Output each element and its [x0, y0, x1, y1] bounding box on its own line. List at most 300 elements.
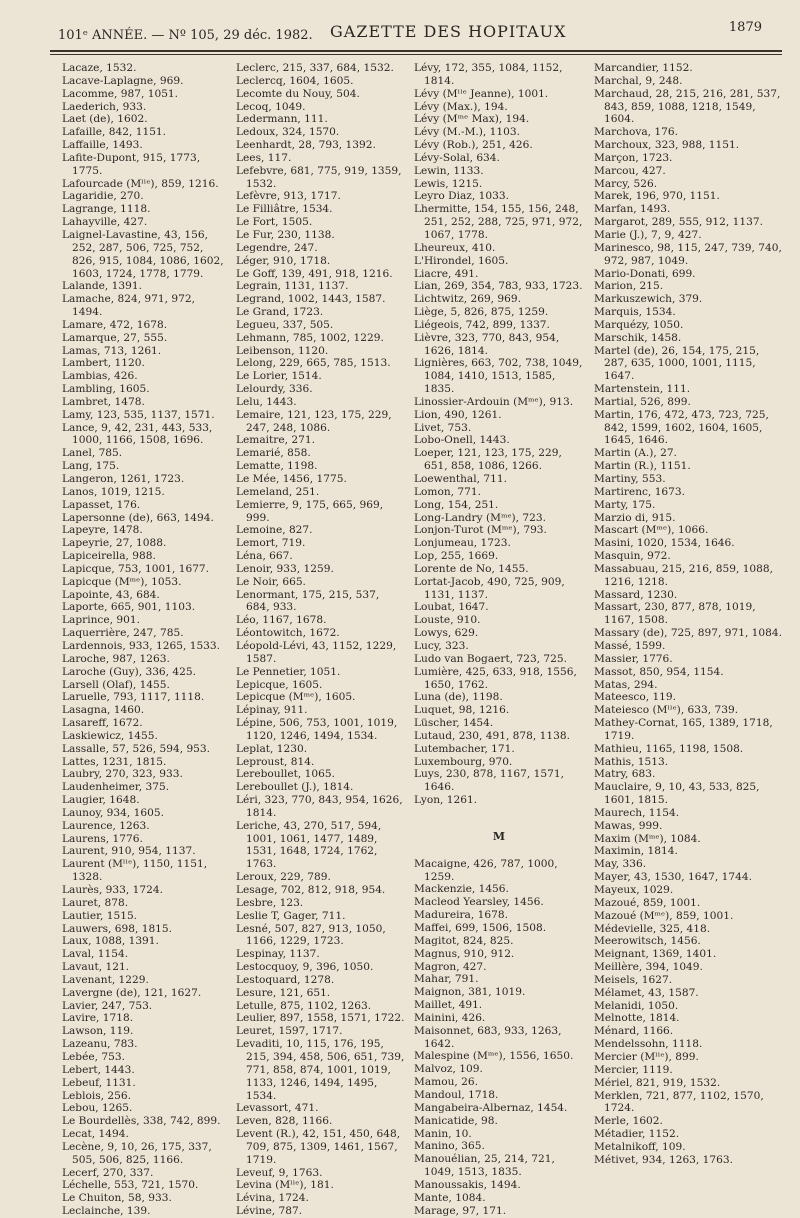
index-entry: Lemoine, 827. — [236, 524, 313, 537]
index-entry: Le Mée, 1456, 1775. — [236, 473, 347, 485]
index-entry: Lemeland, 251. — [236, 485, 320, 498]
index-entry: Laffaille, 1493. — [62, 139, 143, 152]
index-entry: Meisels, 1627. — [594, 973, 673, 986]
index-entry: Ludo van Bogaert, 723, 725. — [414, 652, 568, 665]
index-entry: Levaditi, 10, 115, 176, 195, 215, 394, 458, 506, 651, 739, 771, 858, 874, 1001, 1019, 1133, 1246, 1494, 1495, 1534. — [236, 1038, 408, 1102]
index-entry: Lutaud, 230, 491, 878, 1138. — [414, 729, 570, 742]
index-entry: Lapicque, 753, 1001, 1677. — [62, 562, 210, 575]
index-entry: Loubat, 1647. — [414, 601, 489, 614]
index-entry: Lebeuf, 1131. — [62, 1076, 136, 1089]
index-entry: Lian, 269, 354, 783, 933, 1723. — [414, 280, 583, 293]
index-entry: Lafourcade (Mˡˡᵉ), 859, 1216. — [62, 177, 219, 190]
index-entry: Larsell (Olaf), 1455. — [62, 678, 170, 691]
index-entry: Marek, 196, 970, 1151. — [594, 190, 720, 203]
index-entry: Levina (Mˡˡᵉ), 181. — [236, 1179, 334, 1192]
index-entry: Maxim (Mᵐᵉ), 1084. — [594, 832, 701, 845]
index-entry: Lecène, 9, 10, 26, 175, 337, 505, 506, 825, 1166. — [62, 1140, 216, 1166]
index-entry: Le Lorier, 1514. — [236, 370, 322, 383]
index-entry: Laudenheimer, 375. — [62, 781, 170, 794]
index-entry: Marty, 175. — [594, 498, 656, 511]
index-entry: Lévy, 172, 355, 1084, 1152, 1814. — [414, 62, 566, 87]
index-entry: Meillère, 394, 1049. — [594, 961, 703, 974]
index-entry: Leclainche, 139. — [62, 1205, 151, 1218]
index-entry: Léopold-Lévi, 43, 1152, 1229, 1587. — [236, 639, 400, 665]
index-entry: Lamare, 472, 1678. — [62, 318, 168, 331]
issue-line: 101ᵉ ANNÉE. — Nº 105, 29 déc. 1982. — [58, 28, 313, 43]
index-entry: Mawas, 999. — [594, 819, 663, 832]
index-entry: Legueu, 337, 505. — [236, 318, 334, 331]
index-entry: Legrand, 1002, 1443, 1587. — [236, 293, 386, 306]
index-entry: Maisonnet, 683, 933, 1263, 1642. — [414, 1024, 565, 1050]
index-entry: Mainini, 426. — [414, 1011, 486, 1024]
index-entry: Macaigne, 426, 787, 1000, 1259. — [414, 857, 562, 883]
index-entry: Lumière, 425, 633, 918, 1556, 1650, 1762. — [414, 665, 581, 691]
index-entry: Massard, 1230. — [594, 588, 678, 601]
index-entry: Lepicque (Mᵐᵉ), 1605. — [236, 691, 356, 704]
index-entry: Luna (de), 1198. — [414, 691, 503, 704]
index-entry: Le Fort, 1505. — [236, 216, 313, 229]
index-entry: Lévy (Rob.), 251, 426. — [414, 139, 533, 152]
index-entry: Martel (de), 26, 154, 175, 215, 287, 635, 1000, 1001, 1115, 1647. — [594, 344, 763, 383]
index-entry: Laskiewicz, 1455. — [62, 729, 158, 742]
index-entry: Lemierre, 9, 175, 665, 969, 999. — [236, 498, 387, 524]
index-entry: Le Goff, 139, 491, 918, 1216. — [236, 267, 393, 280]
index-entry: Lévine, 787. — [236, 1205, 303, 1218]
index-entry: Massé, 1599. — [594, 639, 666, 652]
index-entry: Lambling, 1605. — [62, 383, 150, 396]
index-entry: Lamache, 824, 971, 972, 1494. — [62, 293, 199, 319]
index-entry: Léo, 1167, 1678. — [236, 614, 327, 627]
index-entry: Liacre, 491. — [414, 267, 479, 280]
index-entry: Massier, 1776. — [594, 652, 673, 665]
index-entry: Laux, 1088, 1391. — [62, 935, 159, 948]
index-entry: Le Noir, 665. — [236, 575, 306, 588]
index-entry: Laroche (Guy), 336, 425. — [62, 665, 196, 678]
index-entry: Mante, 1084. — [414, 1191, 486, 1204]
index-entry: Leulier, 897, 1558, 1571, 1722. — [236, 1012, 405, 1025]
index-column-1 — [62, 62, 228, 1218]
index-entry: Lacaze, 1532. — [62, 62, 137, 74]
index-entry: Leriche, 43, 270, 517, 594, 1001, 1061, 1477, 1489, 1531, 1648, 1724, 1762, 1763. — [236, 819, 385, 871]
index-entry: Lapiceirella, 988. — [62, 550, 156, 563]
index-entry: Lebou, 1265. — [62, 1102, 133, 1115]
index-entry: Lalande, 1391. — [62, 280, 142, 293]
index-entry: Mackenzie, 1456. — [414, 883, 509, 896]
index-entry: Laruelle, 793, 1117, 1118. — [62, 691, 205, 704]
index-entry: Ménard, 1166. — [594, 1025, 674, 1038]
index-entry: Lepicque, 1605. — [236, 678, 323, 691]
index-entry: Lesage, 702, 812, 918, 954. — [236, 884, 386, 896]
index-entry: Lapointe, 43, 684. — [62, 588, 160, 601]
index-entry: Loeper, 121, 123, 175, 229, 651, 858, 1086, 1266. — [414, 447, 566, 473]
index-entry: Louste, 910. — [414, 614, 481, 627]
index-entry: Mendelssohn, 1118. — [594, 1038, 703, 1051]
index-entry: Marcy, 526. — [594, 177, 658, 190]
index-entry: Lamy, 123, 535, 1137, 1571. — [62, 408, 215, 421]
index-entry: Merle, 1602. — [594, 1115, 663, 1128]
index-entry: Lardennois, 933, 1265, 1533. — [62, 639, 221, 652]
index-entry: Lebert, 1443. — [62, 1063, 135, 1076]
index-entry: Martiny, 553. — [594, 473, 666, 485]
index-entry: Marçon, 1723. — [594, 151, 673, 164]
index-entry: Long, 154, 251. — [414, 498, 499, 511]
index-entry: Massabuau, 215, 216, 859, 1088, 1216, 1218. — [594, 562, 777, 588]
index-entry: Lomon, 771. — [414, 485, 481, 498]
index-entry: Léger, 910, 1718. — [236, 254, 331, 267]
section-letter: M — [492, 829, 506, 843]
index-entry: Letulle, 875, 1102, 1263. — [236, 999, 372, 1012]
index-entry: Lonjumeau, 1723. — [414, 537, 511, 550]
index-entry: Mercier, 1119. — [594, 1063, 673, 1076]
index-entry: Lefebvre, 681, 775, 919, 1359, 1532. — [236, 164, 405, 190]
index-entry: Lavaut, 121. — [62, 961, 130, 974]
index-entry: Lamas, 713, 1261. — [62, 344, 162, 357]
index-entry: Laignel-Lavastine, 43, 156, 252, 287, 506, 725, 752, 826, 915, 1084, 1086, 1602, 1603, 1724, 1778, 1779. — [62, 228, 228, 280]
index-entry: Lambret, 1478. — [62, 395, 145, 408]
header-rule — [50, 50, 782, 55]
index-entry: Marquis, 1534. — [594, 306, 676, 319]
index-entry: Linossier-Ardouin (Mᵐᵉ), 913. — [414, 395, 574, 408]
index-entry: Marquézy, 1050. — [594, 318, 684, 331]
index-entry: Livet, 753. — [414, 421, 472, 434]
index-entry: Lépinay, 911. — [236, 704, 308, 717]
index-entry: Mangabeira-Albernaz, 1454. — [414, 1101, 568, 1114]
index-entry: Magron, 427. — [414, 960, 487, 973]
index-entry: Lecomte du Nouy, 504. — [236, 87, 360, 100]
index-entry: Lapicque (Mᵐᵉ), 1053. — [62, 575, 182, 588]
index-entry: Malvoz, 109. — [414, 1063, 483, 1076]
index-entry: Ledermann, 111. — [236, 113, 328, 126]
index-entry: Mauclaire, 9, 10, 43, 533, 825, 1601, 1815. — [594, 781, 763, 807]
index-entry: Leplat, 1230. — [236, 742, 308, 755]
index-entry: Levent (R.), 42, 151, 450, 648, 709, 875, 1309, 1461, 1567, 1719. — [236, 1128, 404, 1166]
index-entry: Madureira, 1678. — [414, 909, 508, 922]
index-entry: Masini, 1020, 1534, 1646. — [594, 537, 735, 550]
index-entry: Markuszewich, 379. — [594, 293, 703, 306]
index-entry: Malespine (Mᵐᵉ), 1556, 1650. — [414, 1050, 574, 1063]
index-entry: Langeron, 1261, 1723. — [62, 473, 185, 485]
index-entry: Lestocquoy, 9, 396, 1050. — [236, 961, 374, 974]
index-entry: Lefèvre, 913, 1717. — [236, 190, 341, 203]
index-entry: Manino, 365. — [414, 1140, 485, 1153]
index-entry: Loewenthal, 711. — [414, 473, 507, 485]
index-entry: Mayer, 43, 1530, 1647, 1744. — [594, 871, 752, 884]
index-entry: Lauwers, 698, 1815. — [62, 922, 173, 935]
index-entry: Lutembacher, 171. — [414, 742, 515, 755]
index-entry: Lanos, 1019, 1215. — [62, 485, 165, 498]
index-entry: Ledoux, 324, 1570. — [236, 126, 340, 139]
index-entry: Lehmann, 785, 1002, 1229. — [236, 331, 384, 344]
index-entry: Merklen, 721, 877, 1102, 1570, 1724. — [594, 1089, 768, 1115]
index-entry: Lafite-Dupont, 915, 1773, 1775. — [62, 151, 204, 177]
index-entry: Marchova, 176. — [594, 126, 678, 139]
index-entry: Lucy, 323. — [414, 639, 469, 652]
index-entry: Lapeyre, 1478. — [62, 524, 143, 537]
index-entry: Marion, 215. — [594, 280, 664, 293]
index-entry: Matry, 683. — [594, 768, 656, 781]
index-entry: Martirenc, 1673. — [594, 485, 686, 498]
index-entry: Marcou, 427. — [594, 164, 666, 177]
index-entry: Lowys, 629. — [414, 627, 479, 640]
index-entry: Mélamet, 43, 1587. — [594, 986, 699, 999]
index-entry: Lees, 117. — [236, 151, 292, 164]
index-entry: Léontowitch, 1672. — [236, 627, 340, 640]
index-entry: Martin, 176, 472, 473, 723, 725, 842, 1599, 1602, 1604, 1605, 1645, 1646. — [594, 408, 773, 447]
index-entry: Leyro Diaz, 1033. — [414, 190, 509, 203]
index-entry: Meerowitsch, 1456. — [594, 935, 701, 948]
index-entry: Lafaille, 842, 1151. — [62, 126, 167, 139]
index-entry: Laquerrière, 247, 785. — [62, 627, 184, 640]
index-entry: Lapersonne (de), 663, 1494. — [62, 511, 214, 524]
index-entry: Le Bourdellès, 338, 742, 899. — [62, 1115, 221, 1128]
index-entry: Lop, 255, 1669. — [414, 550, 499, 563]
index-entry: Manoussakis, 1494. — [414, 1178, 521, 1191]
index-entry: Lavier, 247, 753. — [62, 999, 153, 1012]
index-entry: Matas, 294. — [594, 678, 658, 691]
index-entry: Lamarque, 27, 555. — [62, 331, 168, 344]
index-entry: Lebée, 753. — [62, 1050, 125, 1063]
page-number: 1879 — [728, 20, 762, 35]
index-entry: Lematte, 1198. — [236, 460, 318, 473]
index-entry: Lance, 9, 42, 231, 443, 533, 1000, 1166, 1508, 1696. — [62, 421, 216, 447]
index-entry: Leibenson, 1120. — [236, 344, 329, 357]
index-entry: Lemaire, 121, 123, 175, 229, 247, 248, 1086. — [236, 408, 395, 434]
index-entry: Lagrange, 1118. — [62, 203, 151, 216]
index-entry: Lüscher, 1454. — [414, 717, 494, 730]
index-entry: Léna, 667. — [236, 550, 293, 563]
index-entry: Lecerf, 270, 337. — [62, 1166, 154, 1179]
index-entry: Lelong, 229, 665, 785, 1513. — [236, 357, 391, 370]
index-entry: Mamou, 26. — [414, 1076, 478, 1089]
index-entry: Luys, 230, 878, 1167, 1571, 1646. — [414, 768, 568, 794]
index-entry: Lion, 490, 1261. — [414, 408, 502, 421]
index-entry: Lépine, 506, 753, 1001, 1019, 1120, 1246, 1494, 1534. — [236, 717, 401, 742]
index-entry: Liège, 5, 826, 875, 1259. — [414, 306, 549, 319]
index-entry: Métadier, 1152. — [594, 1128, 680, 1141]
index-entry: Laet (de), 1602. — [62, 113, 148, 126]
index-column-3 — [414, 62, 584, 1217]
index-entry: Launoy, 934, 1605. — [62, 806, 164, 819]
index-entry: Lheureux, 410. — [414, 241, 496, 254]
index-entry: Martin (R.), 1151. — [594, 460, 691, 473]
index-entry: Long-Landry (Mᵐᵉ), 723. — [414, 511, 547, 524]
index-entry: Laederich, 933. — [62, 100, 147, 113]
index-entry: Laurès, 933, 1724. — [62, 884, 163, 896]
index-entry: Laurence, 1263. — [62, 819, 150, 832]
index-entry: Lelourdy, 336. — [236, 383, 313, 396]
index-entry: Lévina, 1724. — [236, 1192, 309, 1205]
index-entry: Laporte, 665, 901, 1103. — [62, 601, 196, 614]
index-entry: Leproust, 814. — [236, 755, 315, 768]
index-entry: Leblois, 256. — [62, 1089, 131, 1102]
index-entry: Laroche, 987, 1263. — [62, 652, 170, 665]
index-entry: Martial, 526, 899. — [594, 395, 691, 408]
index-entry: Métivet, 934, 1263, 1763. — [594, 1153, 733, 1166]
index-entry: Lemaitre, 271. — [236, 434, 315, 447]
index-entry: Lanel, 785. — [62, 447, 123, 460]
index-entry: Marie (J.), 7, 9, 427. — [594, 228, 702, 241]
index-entry: Mateiesco (Mˡˡᵉ), 633, 739. — [594, 704, 739, 717]
index-entry: Lelu, 1443. — [236, 395, 297, 408]
index-entry: Lang, 175. — [62, 460, 120, 473]
index-entry: Leslie T, Gager, 711. — [236, 909, 346, 922]
index-entry: Levassort, 471. — [236, 1102, 319, 1115]
index-column-2 — [236, 62, 406, 1218]
index-entry: Lichtwitz, 269, 969. — [414, 293, 522, 306]
index-entry: Lonjon-Turot (Mᵐᵉ), 793. — [414, 524, 547, 537]
index-entry: Lacave-Laplagne, 969. — [62, 74, 184, 87]
index-entry: Lauret, 878. — [62, 896, 129, 909]
index-entry: Leven, 828, 1166. — [236, 1115, 333, 1128]
index-entry: Lévy (Mˡˡᵉ Jeanne), 1001. — [414, 87, 549, 100]
index-entry: Lortat-Jacob, 490, 725, 909, 1131, 1137. — [414, 575, 569, 601]
page-header — [58, 20, 782, 50]
index-entry: Laubry, 270, 323, 933. — [62, 768, 183, 781]
index-entry: Lapeyrie, 27, 1088. — [62, 537, 167, 550]
index-entry: Leroux, 229, 789. — [236, 871, 331, 884]
index-entry: Maurech, 1154. — [594, 806, 680, 819]
index-entry: Martin (A.), 27. — [594, 447, 677, 460]
index-entry: Masquin, 972. — [594, 550, 671, 563]
index-entry: Marcandier, 1152. — [594, 62, 693, 74]
index-entry: Lavergne (de), 121, 1627. — [62, 986, 202, 999]
index-entry: Lévy-Solal, 634. — [414, 151, 500, 164]
index-entry: Lattes, 1231, 1815. — [62, 755, 167, 768]
index-entry: Lecat, 1494. — [62, 1128, 129, 1141]
index-entry: Martenstein, 111. — [594, 383, 691, 396]
index-entry: Lereboullet, 1065. — [236, 768, 335, 781]
index-entry: Maignon, 381, 1019. — [414, 986, 526, 999]
index-entry: Médevielle, 325, 418. — [594, 922, 711, 935]
index-entry: Lazeanu, 783. — [62, 1038, 138, 1051]
index-entry: Lièvre, 323, 770, 843, 954, 1626, 1814. — [414, 331, 563, 357]
index-entry: Leveuf, 9, 1763. — [236, 1166, 323, 1179]
index-entry: Mazoué, 859, 1001. — [594, 896, 701, 909]
index-entry: Mercier (Mˡˡᵉ), 899. — [594, 1050, 699, 1063]
index-entry: Lhermitte, 154, 155, 156, 248, 251, 252, 288, 725, 971, 972, 1067, 1778. — [414, 203, 586, 241]
index-entry: Lapasset, 176. — [62, 498, 141, 511]
index-entry: Laurent, 910, 954, 1137. — [62, 845, 196, 858]
index-entry: Lahayville, 427. — [62, 216, 148, 229]
index-entry: Laprince, 901. — [62, 614, 140, 627]
index-entry: Mario-Donati, 699. — [594, 267, 696, 280]
index-entry: Marage, 97, 171. — [414, 1204, 507, 1217]
index-entry: L'Hirondel, 1605. — [414, 254, 509, 267]
index-entry: Marinesco, 98, 115, 247, 739, 740, 972, 987, 1049. — [594, 241, 786, 267]
index-entry: Marchal, 9, 248. — [594, 74, 683, 87]
index-entry: Lesné, 507, 827, 913, 1050, 1166, 1229, 1723. — [236, 922, 390, 948]
index-entry: Marzio di, 915. — [594, 511, 676, 524]
index-entry: Mahar, 791. — [414, 973, 479, 986]
index-column-4 — [594, 62, 784, 1167]
index-entry: Lenoir, 933, 1259. — [236, 562, 334, 575]
index-entry: Manin, 10. — [414, 1127, 472, 1140]
index-entry: Mathis, 1513. — [594, 755, 669, 768]
index-entry: Mayeux, 1029. — [594, 884, 674, 896]
index-entry: Lereboullet (J.), 1814. — [236, 781, 354, 794]
index-entry: Meignant, 1369, 1401. — [594, 948, 717, 961]
index-entry: Lestoquard, 1278. — [236, 973, 335, 986]
index-entry: Mériel, 821, 919, 1532. — [594, 1076, 721, 1089]
index-entry: Léri, 323, 770, 843, 954, 1626, 1814. — [236, 794, 407, 819]
index-entry: May, 336. — [594, 858, 647, 871]
index-entry: Manicatide, 98. — [414, 1114, 498, 1127]
index-entry: Legendre, 247. — [236, 241, 318, 254]
index-entry: Lagaridie, 270. — [62, 190, 144, 203]
index-entry: Lavire, 1718. — [62, 1012, 134, 1025]
index-entry: Laugier, 1648. — [62, 794, 140, 807]
index-entry: Manouélian, 25, 214, 721, 1049, 1513, 1835. — [414, 1153, 559, 1179]
index-entry: Lyon, 1261. — [414, 794, 478, 807]
index-entry: Mascart (Mᵐᵉ), 1066. — [594, 524, 709, 537]
index-entry: Le Pennetier, 1051. — [236, 665, 341, 678]
index-entry: Lacomme, 987, 1051. — [62, 87, 179, 100]
index-entry: Massot, 850, 954, 1154. — [594, 665, 724, 678]
index-entry: Lawson, 119. — [62, 1025, 134, 1038]
index-entry: Lasagna, 1460. — [62, 704, 145, 717]
index-entry: Maffei, 699, 1506, 1508. — [414, 922, 547, 934]
index-entry: Lasareff, 1672. — [62, 717, 143, 730]
index-entry: Maximin, 1814. — [594, 845, 678, 858]
index-entry: Liégeois, 742, 899, 1337. — [414, 318, 550, 331]
index-entry: Lewis, 1215. — [414, 177, 483, 190]
index-entry: Lemarié, 858. — [236, 447, 311, 460]
index-entry: Laval, 1154. — [62, 948, 129, 961]
index-entry: Marfan, 1493. — [594, 203, 671, 216]
index-entry: Marchaud, 28, 215, 216, 281, 537, 843, 859, 1088, 1218, 1549, 1604. — [594, 87, 784, 126]
index-entry: Le Chuiton, 58, 933. — [62, 1192, 172, 1205]
index-entry: Léchelle, 553, 721, 1570. — [62, 1179, 199, 1192]
index-entry: Massary (de), 725, 897, 971, 1084. — [594, 627, 783, 640]
index-entry: Macleod Yearsley, 1456. — [414, 896, 544, 909]
index-entry: Lecoq, 1049. — [236, 100, 306, 113]
index-entry: Lévy (M.-M.), 1103. — [414, 126, 520, 139]
index-entry: Lespinay, 1137. — [236, 948, 320, 961]
index-entry: Leuret, 1597, 1717. — [236, 1025, 343, 1038]
index-entry: Legrain, 1131, 1137. — [236, 280, 349, 293]
journal-title: GAZETTE DES HOPITAUX — [330, 22, 567, 41]
index-entry: Lassalle, 57, 526, 594, 953. — [62, 742, 211, 755]
index-entry: Lavenant, 1229. — [62, 973, 149, 986]
index-entry: Lévy (Mᵐᵉ Max), 194. — [414, 113, 530, 126]
index-entry: Mathey-Cornat, 165, 1389, 1718, 1719. — [594, 717, 777, 742]
index-entry: Le Filliâtre, 1534. — [236, 203, 333, 216]
index-entry: Metalnikoff, 109. — [594, 1140, 686, 1153]
index-entry: Melanidi, 1050. — [594, 999, 679, 1012]
index-entry: Leclercq, 1604, 1605. — [236, 74, 354, 87]
index-entry: Massart, 230, 877, 878, 1019, 1167, 1508. — [594, 601, 759, 627]
index-entry: Lambias, 426. — [62, 370, 138, 383]
index-entry: Melnotte, 1814. — [594, 1012, 680, 1025]
index-entry: Lobo-Onell, 1443. — [414, 434, 510, 447]
index-entry: Le Fur, 230, 1138. — [236, 228, 335, 241]
index-entry: Lignières, 663, 702, 738, 1049, 1084, 1410, 1513, 1585, 1835. — [414, 357, 586, 396]
index-entry: Lemort, 719. — [236, 537, 306, 550]
index-entry: Lévy (Max.), 194. — [414, 100, 508, 113]
index-entry: Marschik, 1458. — [594, 331, 682, 344]
index-entry: Mateesco, 119. — [594, 691, 677, 704]
index-entry: Magnus, 910, 912. — [414, 947, 515, 960]
index-entry: Lewin, 1133. — [414, 164, 484, 177]
index-entry: Lesbre, 123. — [236, 896, 304, 909]
index-entry: Lesure, 121, 651. — [236, 986, 331, 999]
index-entry: Leclerc, 215, 337, 684, 1532. — [236, 62, 394, 74]
index-entry: Marchoux, 323, 988, 1151. — [594, 139, 740, 152]
index-entry: Laurens, 1776. — [62, 832, 143, 845]
index-entry: Mazoué (Mᵐᵉ), 859, 1001. — [594, 909, 734, 922]
index-entry: Lautier, 1515. — [62, 909, 138, 922]
index-entry: Magitot, 824, 825. — [414, 934, 514, 947]
